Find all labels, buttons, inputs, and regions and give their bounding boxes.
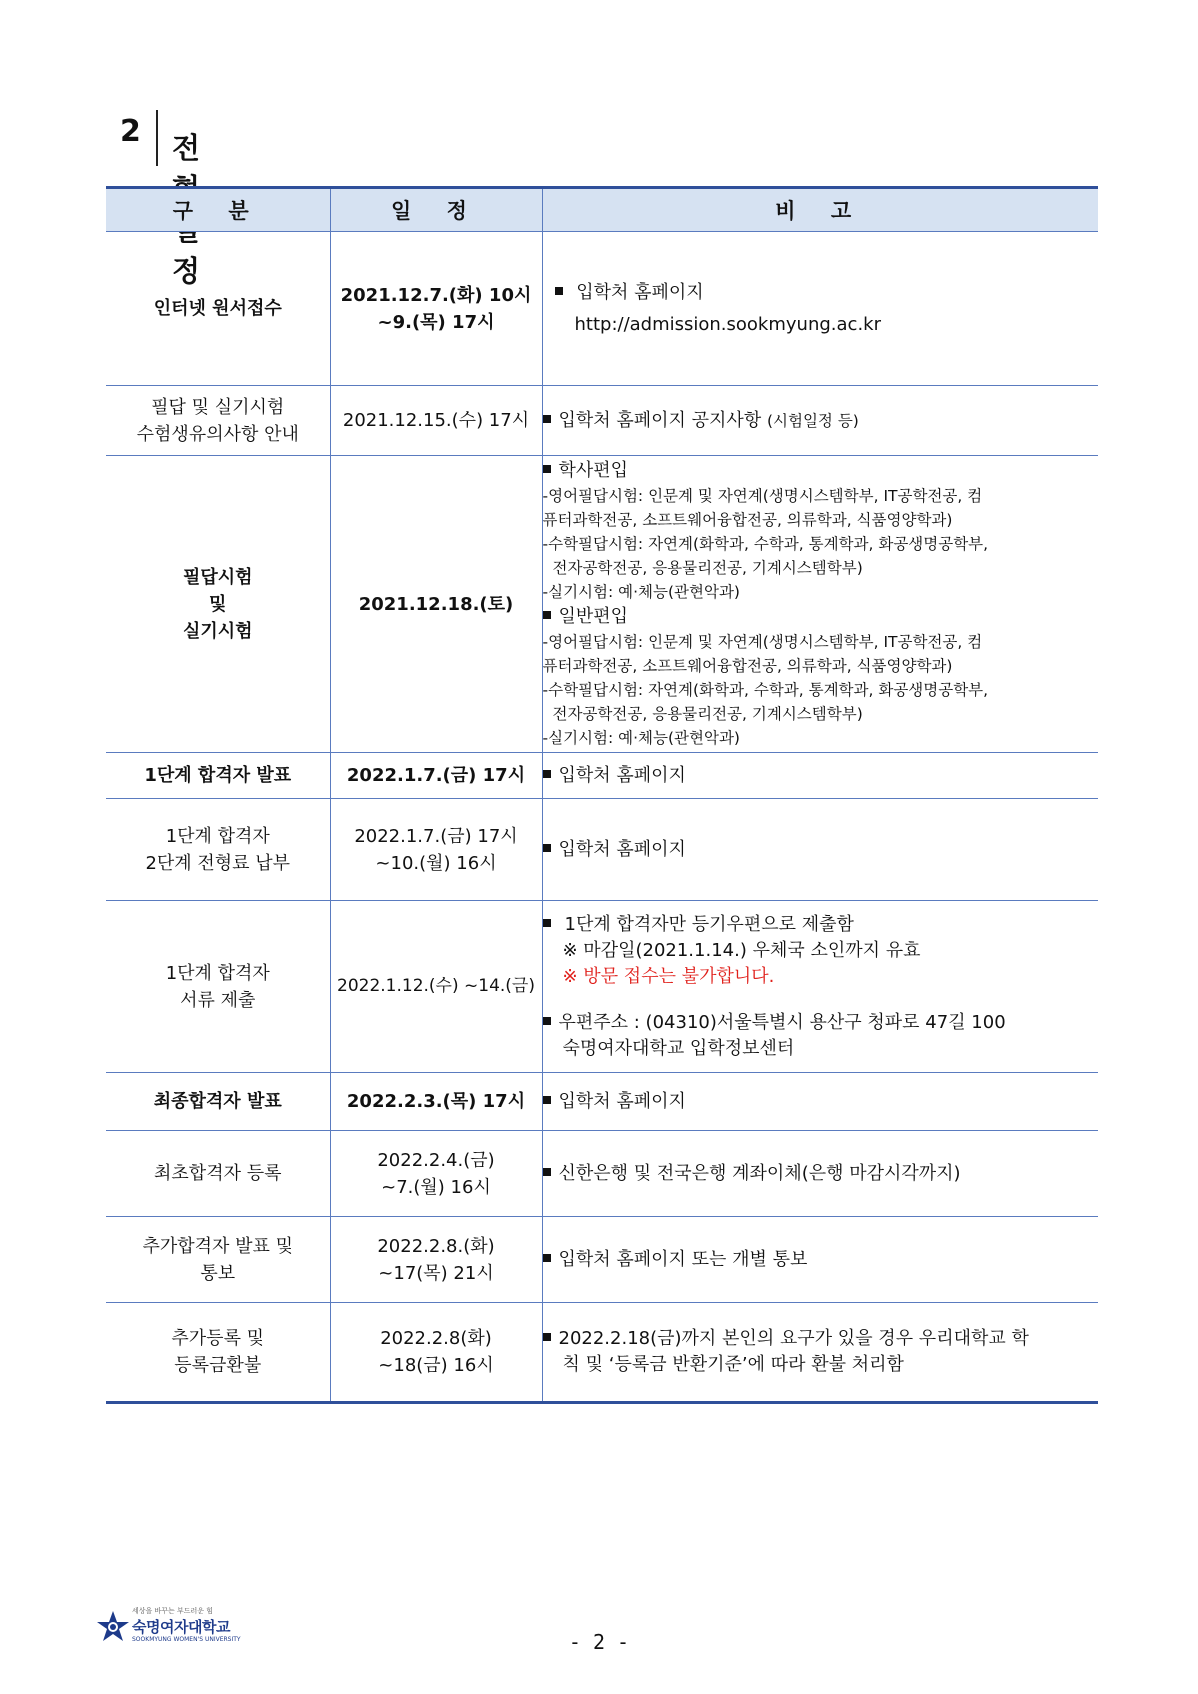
note-line: -실기시험: 예·체능(관현악과) [542,729,740,747]
header-date: 일 정 [330,188,542,232]
row-category [106,1217,330,1303]
note-line [555,277,1099,309]
row-note [542,232,1098,386]
square-bullet-icon [543,1017,551,1025]
heading-divider [156,110,158,166]
schedule-table [106,186,1098,1404]
table-row [106,1073,1098,1131]
square-bullet-icon [555,287,563,295]
date-line: 2021.12.7.(화) 10시 [340,284,532,306]
row-date [330,232,542,386]
category-line: 1단계 합격자 [165,825,270,847]
category-line: 추가등록 및 [171,1328,265,1349]
group-title-text: 일반편입 [558,606,629,627]
row-note [542,1131,1098,1217]
date-line: ~7.(월) 16시 [381,1176,491,1198]
note-text: 입학처 홈페이지 [558,1090,686,1112]
note-text: 2022.2.18(금)까지 본인의 요구가 있을 경우 우리대학교 학 [558,1328,1029,1349]
note-text: 입학처 홈페이지 공지사항 [558,409,762,431]
note-group-title [543,604,1099,630]
note-line: -영어필답시험: 인문계 및 자연계(생명시스템학부, IT공학전공, 컴 [542,487,983,505]
row-category [106,232,330,386]
notice-warning: ※ 방문 접수는 불가합니다. [562,965,775,987]
row-note [542,386,1098,456]
square-bullet-icon [543,844,551,852]
square-bullet-icon [543,1254,551,1262]
category-line: 2단계 전형료 납부 [145,852,291,874]
logo-english: SOOKMYUNG WOMEN'S UNIVERSITY [132,1636,241,1643]
note-line: 숙명여자대학교 입학정보센터 [562,1037,795,1059]
header-note: 비 고 [542,188,1098,232]
logo-name: 숙명여자대학교 [132,1618,230,1636]
note-line: -영어필답시험: 인문계 및 자연계(생명시스템학부, IT공학전공, 컴 [542,633,983,651]
note-text: 입학처 홈페이지 [558,838,686,860]
category-line: 실기시험 [182,620,253,642]
table-row [106,456,1098,753]
date-line: ~9.(목) 17시 [377,311,495,333]
note-line [543,1010,1099,1036]
date-line: 2022.1.7.(금) 17시 [354,825,518,847]
category-line: 필답 및 실기시험 [151,396,285,418]
category-line: 인터넷 원서접수 [153,298,282,319]
logo-tagline: 세상을 바꾸는 부드러운 힘 [132,1607,214,1615]
row-note [542,456,1098,753]
page-number: - 2 - [568,1630,630,1654]
table-header-row [106,188,1098,232]
square-bullet-icon [543,1096,551,1104]
row-category: 최종합격자 발표 [106,1073,330,1131]
admission-link[interactable]: http://admission.sookmyung.ac.kr [574,313,881,335]
note-group-title [543,458,1099,484]
row-category: 1단계 합격자 발표 [106,753,330,799]
table-row [106,232,1098,386]
row-note [542,901,1098,1073]
table-row [106,1303,1098,1403]
row-category: 최초합격자 등록 [106,1131,330,1217]
note-text: 신한은행 및 전국은행 계좌이체(은행 마감시각까지) [558,1162,961,1184]
square-bullet-icon [543,415,551,423]
row-date: 2022.2.3.(목) 17시 [330,1073,542,1131]
table-row [106,901,1098,1073]
group-title-text: 학사편입 [558,460,629,481]
square-bullet-icon [543,1168,551,1176]
row-note [542,1217,1098,1303]
row-date [330,1131,542,1217]
row-date [330,1303,542,1403]
category-line: 등록금환불 [174,1355,262,1376]
category-line: 및 [209,593,227,615]
table-row [106,799,1098,901]
note-line: 퓨터과학전공, 소프트웨어융합전공, 의류학과, 식품영양학과) [542,511,953,529]
date-line: 2021.12.18.(토) [358,593,514,615]
note-line: -실기시험: 예·체능(관현악과) [542,583,740,601]
row-date: 2022.1.12.(수) ~14.(금) [330,901,542,1073]
note-line [543,912,1099,938]
category-line: 통보 [200,1262,236,1284]
category-line: 필답시험 [182,566,253,588]
category-line: 서류 제출 [180,989,256,1011]
note-line: ※ 마감일(2021.1.14.) 우체국 소인까지 유효 [562,939,921,961]
section-title: 전 정 [172,131,200,288]
table-row [106,386,1098,456]
category-line: 수험생유의사항 안내 [136,423,299,445]
category-line: 추가합격자 발표 및 [142,1235,294,1257]
note-text: 1단계 합격자만 등기우편으로 제출함 [564,913,854,935]
square-bullet-icon [543,919,551,927]
row-category [106,386,330,456]
row-note [542,753,1098,799]
note-line: 칙 및 ‘등록금 반환기준’에 따라 환불 처리함 [562,1354,904,1375]
square-bullet-icon [543,611,551,619]
square-bullet-icon [543,1333,551,1341]
row-note [542,1303,1098,1403]
row-category [106,901,330,1073]
date-line: ~18(금) 16시 [378,1355,494,1376]
note-text: 입학처 홈페이지 [558,764,686,786]
note-line: -수학필답시험: 자연계(화학과, 수학과, 통계학과, 화공생명공학부, [542,535,989,553]
note-line: 전자공학전공, 응용물리전공, 기계시스템학부) [552,559,863,577]
table-row [106,1131,1098,1217]
date-line: 2022.2.4.(금) [377,1149,495,1171]
note-line: 전자공학전공, 응용물리전공, 기계시스템학부) [552,705,863,723]
row-date [330,386,542,456]
date-line: ~17(목) 21시 [378,1262,494,1284]
date-line: 2022.2.8.(화) [377,1235,495,1257]
square-bullet-icon [543,465,551,473]
note-text: 입학처 홈페이지 또는 개별 통보 [558,1248,808,1270]
square-bullet-icon [543,770,551,778]
note-suffix: (시험일정 등) [766,411,859,430]
date-line: 2021.12.15.(수) 17시 [342,410,530,431]
row-category [106,456,330,753]
note-line: -수학필답시험: 자연계(화학과, 수학과, 통계학과, 화공생명공학부, [542,681,989,699]
note-line: 퓨터과학전공, 소프트웨어융합전공, 의류학과, 식품영양학과) [542,657,953,675]
table-row [106,753,1098,799]
row-date [330,456,542,753]
row-date: 2022.1.7.(금) 17시 [330,753,542,799]
section-number: 2 [120,114,141,149]
table-row [106,1217,1098,1303]
row-category [106,1303,330,1403]
row-note [542,799,1098,901]
row-date [330,1217,542,1303]
header-category: 구 분 [106,188,330,232]
row-note [542,1073,1098,1131]
row-category [106,799,330,901]
spacer [543,990,1099,1010]
note-line [543,1326,1099,1352]
note-text: 입학처 홈페이지 [576,281,704,303]
note-text: 우편주소 : (04310)서울특별시 용산구 청파로 47길 100 [558,1011,1006,1033]
row-date [330,799,542,901]
date-line: ~10.(월) 16시 [375,852,497,874]
category-line: 1단계 합격자 [165,962,270,984]
date-line: 2022.2.8(화) [380,1328,492,1349]
